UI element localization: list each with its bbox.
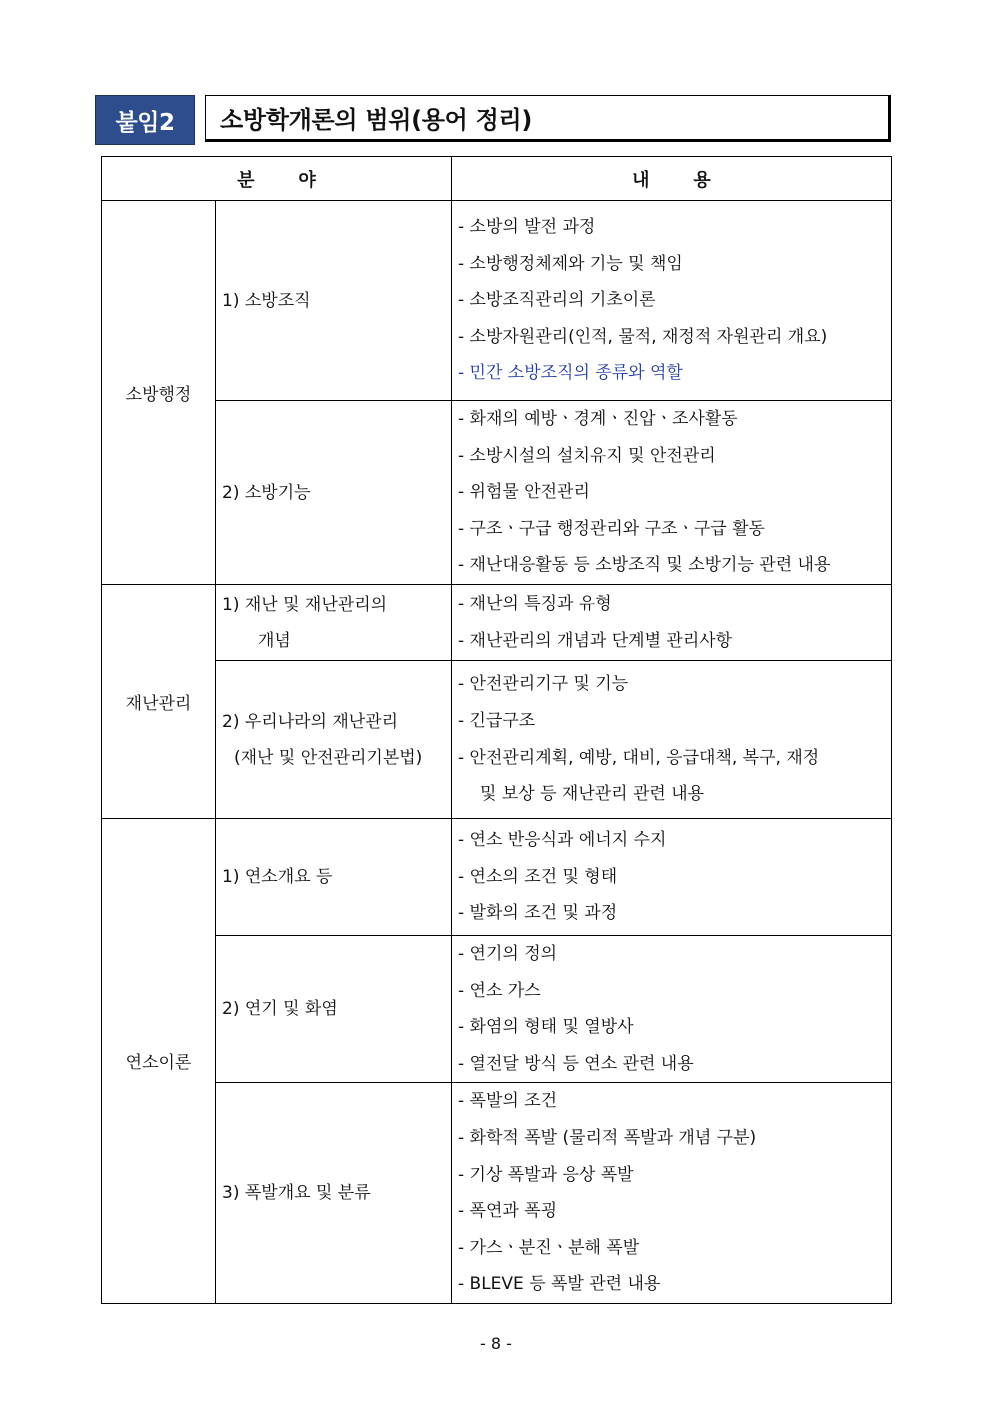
column-header-field: 분 야: [102, 157, 452, 201]
subcategory-cell: [216, 936, 452, 1083]
list-item: - 소방의 발전 과정: [458, 217, 596, 238]
table-row: [102, 585, 892, 661]
content-cell: [452, 401, 892, 585]
scope-table: [101, 156, 892, 1304]
list-item: - 연소 가스: [458, 980, 541, 1001]
table-row: [102, 819, 892, 936]
list-item: - 발화의 조건 및 과정: [458, 903, 618, 924]
list-item: - 열전달 방식 등 연소 관련 내용: [458, 1053, 694, 1074]
subcategory-label: 2) 소방기능: [222, 482, 311, 503]
list-item: - 소방자원관리(인적, 물적, 재정적 자원관리 개요): [458, 326, 828, 347]
list-item: - 긴급구조: [458, 710, 536, 731]
list-item: - 안전관리기구 및 기능: [458, 674, 629, 695]
list-item: - 연소의 조건 및 형태: [458, 866, 618, 887]
list-item: - BLEVE 등 폭발 관련 내용: [458, 1274, 661, 1295]
list-item: - 재난대응활동 등 소방조직 및 소방기능 관련 내용: [458, 555, 831, 576]
column-header-content: 내 용: [452, 157, 892, 201]
subcategory-label: 1) 재난 및 재난관리의: [222, 594, 388, 615]
list-item: - 소방시설의 설치유지 및 안전관리: [458, 445, 716, 466]
list-item: - 가스ㆍ분진ㆍ분해 폭발: [458, 1237, 640, 1258]
subcategory-cell: [216, 661, 452, 819]
list-item: - 연소 반응식과 에너지 수지: [458, 830, 667, 851]
subcategory-label-line2: (재난 및 안전관리기본법): [234, 747, 423, 768]
category-cell: 연소이론: [102, 819, 216, 1304]
page-header: [95, 95, 895, 145]
attachment-badge: 붙임2: [95, 95, 195, 145]
page-title: 소방학개론의 범위(용어 정리): [205, 95, 891, 142]
list-item: - 재난의 특징과 유형: [458, 593, 612, 614]
list-item: - 소방행정체제와 기능 및 책임: [458, 253, 683, 274]
table-row: [102, 1083, 892, 1304]
list-item: - 소방조직관리의 기초이론: [458, 290, 656, 311]
subcategory-cell: [216, 819, 452, 936]
content-cell: [452, 201, 892, 401]
subcategory-cell: [216, 401, 452, 585]
subcategory-cell: [216, 1083, 452, 1304]
list-item: - 민간 소방조직의 종류와 역할: [458, 363, 683, 384]
content-cell: [452, 585, 892, 661]
subcategory-label: 1) 연소개요 등: [222, 867, 333, 887]
list-item: - 연기의 정의: [458, 944, 558, 964]
list-item: 및 보상 등 재난관리 관련 내용: [480, 784, 705, 805]
content-cell: [452, 661, 892, 819]
subcategory-cell: [216, 201, 452, 401]
subcategory-label: 1) 소방조직: [222, 290, 311, 311]
category-cell: 재난관리: [102, 585, 216, 819]
list-item: - 폭발의 조건: [458, 1091, 558, 1112]
table-row: [102, 401, 892, 585]
list-item: - 안전관리계획, 예방, 대비, 응급대책, 복구, 재정: [458, 747, 820, 768]
list-item: - 위험물 안전관리: [458, 482, 590, 503]
list-item: - 구조ㆍ구급 행정관리와 구조ㆍ구급 활동: [458, 518, 765, 539]
content-cell: [452, 1083, 892, 1304]
table-row: [102, 201, 892, 401]
content-cell: [452, 819, 892, 936]
list-item: - 폭연과 폭굉: [458, 1201, 558, 1222]
list-item: - 기상 폭발과 응상 폭발: [458, 1164, 634, 1185]
subcategory-label: 2) 연기 및 화염: [222, 999, 338, 1020]
list-item: - 재난관리의 개념과 단계별 관리사항: [458, 630, 733, 651]
table-header-row: [102, 157, 892, 201]
list-item: - 화학적 폭발 (물리적 폭발과 개념 구분): [458, 1127, 757, 1148]
list-item: - 화염의 형태 및 열방사: [458, 1017, 634, 1038]
subcategory-label: 2) 우리나라의 재난관리: [222, 711, 399, 732]
subcategory-cell: [216, 585, 452, 661]
subcategory-label: 3) 폭발개요 및 분류: [222, 1183, 371, 1204]
subcategory-label-line2: 개념: [258, 630, 291, 651]
content-cell: [452, 936, 892, 1083]
category-cell: 소방행정: [102, 201, 216, 585]
page-number: - 8 -: [480, 1334, 512, 1353]
list-item: - 화재의 예방ㆍ경계ㆍ진압ㆍ조사활동: [458, 409, 738, 430]
table-row: [102, 936, 892, 1083]
table-row: [102, 661, 892, 819]
